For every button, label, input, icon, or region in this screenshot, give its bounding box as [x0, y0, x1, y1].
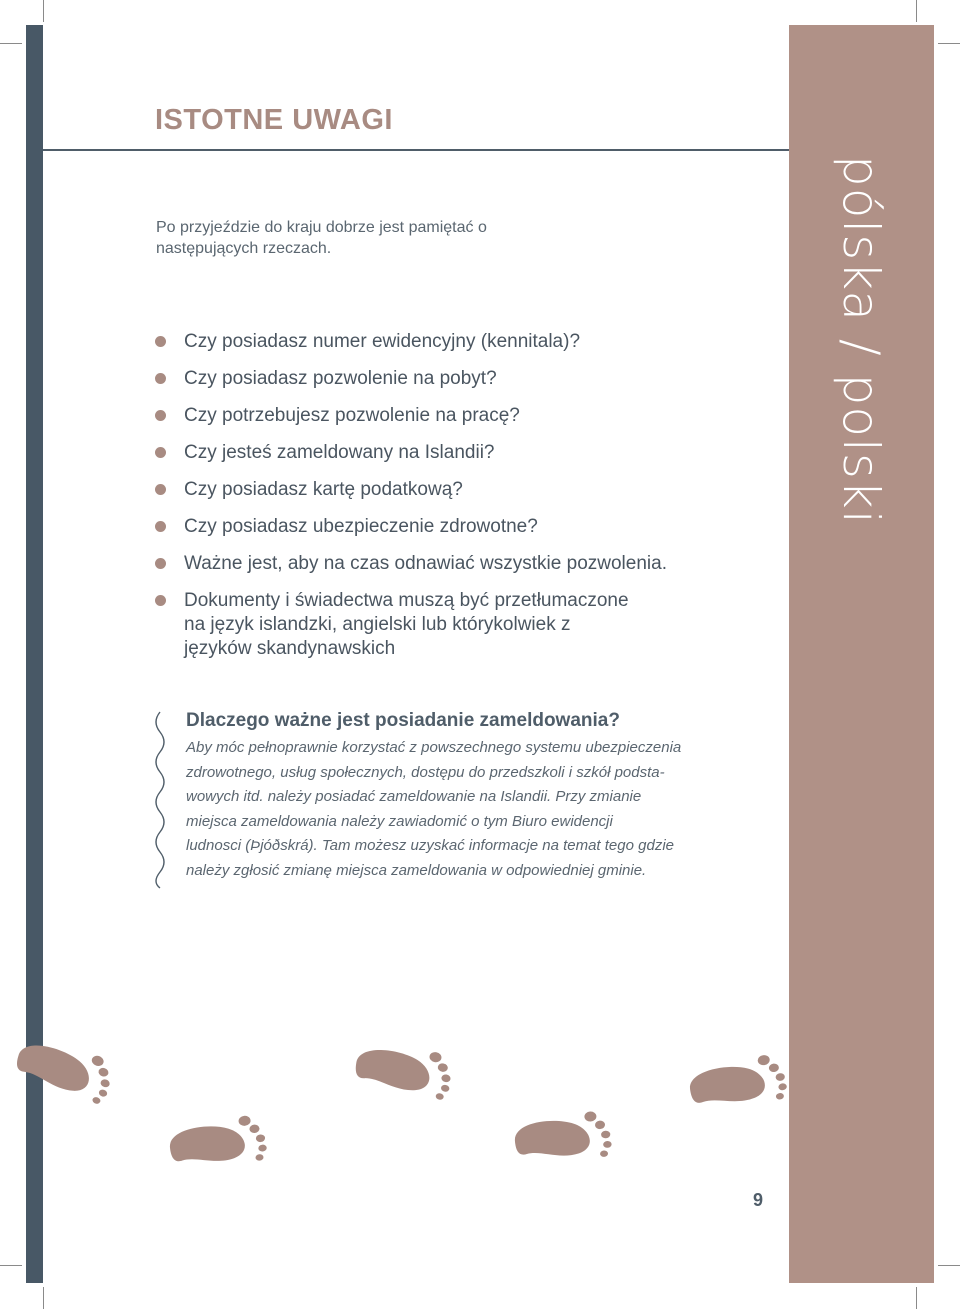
- crop-mark: [938, 1265, 960, 1266]
- list-item-text: Dokumenty i świadectwa muszą być przetłumaczone: [184, 590, 629, 611]
- list-item-text: Czy posiadasz pozwolenie na pobyt?: [184, 368, 497, 389]
- footprint-icon: [12, 1032, 118, 1106]
- intro-text: [156, 217, 496, 259]
- footprint-icon: [687, 1053, 789, 1112]
- crop-mark: [43, 0, 44, 22]
- footprint-icon: [167, 1114, 268, 1170]
- crop-mark: [43, 1287, 44, 1309]
- why-line: Aby móc pełnoprawnie korzystać z powszechnego systemu ubezpieczenia: [186, 739, 682, 756]
- list-item-text: języków skandynawskich: [184, 638, 396, 659]
- bullet-icon: [155, 373, 166, 384]
- crop-mark: [938, 43, 960, 44]
- checklist: [155, 330, 675, 674]
- why-line: miejsca zameldowania należy zawiadomić o tym Biuro ewidencji: [186, 812, 613, 830]
- list-item: [155, 478, 675, 502]
- list-item-text: Czy jesteś zameldowany na Islandii?: [184, 442, 495, 463]
- footprint-icon: [353, 1039, 456, 1101]
- list-item: [155, 552, 675, 576]
- crop-mark: [916, 0, 917, 22]
- list-item: [155, 330, 675, 354]
- language-label: pólska / polski: [832, 155, 890, 525]
- list-item-text: Ważne jest, aby na czas odnawiać wszystkie pozwolenia.: [184, 553, 667, 574]
- list-item: [155, 404, 675, 428]
- list-item: [155, 367, 675, 391]
- bullet-icon: [155, 336, 166, 347]
- intro-line: Po przyjeździe do kraju dobrze jest pamiętać o: [156, 219, 487, 236]
- footprint-icon: [513, 1110, 612, 1163]
- why-line: ludnosci (Þjóðskrá). Tam możesz uzyskać informacje na temat tego gdzie: [186, 837, 674, 855]
- wavy-brace-icon: [150, 710, 168, 890]
- intro-line: następujących rzeczach.: [156, 240, 332, 257]
- bullet-icon: [155, 410, 166, 421]
- list-item: [155, 441, 675, 465]
- bullet-icon: [155, 484, 166, 495]
- why-registration-box: [186, 710, 682, 884]
- crop-mark: [916, 1287, 917, 1309]
- list-item: [155, 515, 675, 539]
- crop-mark: [0, 1265, 22, 1266]
- why-paragraph: [186, 736, 682, 884]
- why-line: wowych itd. należy posiadać zameldowanie na Islandii. Przy zmianie: [186, 788, 642, 806]
- bullet-icon: [155, 558, 166, 569]
- bullet-icon: [155, 521, 166, 532]
- page-title: ISTOTNE UWAGI: [155, 104, 393, 136]
- list-item: [155, 589, 675, 661]
- why-line: należy zgłosić zmianę miejsca zameldowania w odpowiedniej gminie.: [186, 861, 647, 879]
- crop-mark: [0, 43, 22, 44]
- why-line: zdrowotnego, usług społecznych, dostępu do przedszkoli i szkół podsta-: [186, 763, 665, 781]
- list-item-text: na język islandzki, angielski lub którykolwiek z: [184, 614, 571, 635]
- title-divider: [43, 149, 790, 151]
- bullet-icon: [155, 447, 166, 458]
- why-heading: Dlaczego ważne jest posiadanie zameldowania?: [186, 710, 620, 731]
- list-item-text: Czy posiadasz kartę podatkową?: [184, 479, 463, 500]
- list-item-text: Czy posiadasz numer ewidencyjny (kennitala)?: [184, 331, 581, 352]
- list-item-text: Czy potrzebujesz pozwolenie na pracę?: [184, 405, 520, 426]
- list-item-text: Czy posiadasz ubezpieczenie zdrowotne?: [184, 516, 538, 537]
- bullet-icon: [155, 595, 166, 606]
- page-number: 9: [752, 1190, 763, 1210]
